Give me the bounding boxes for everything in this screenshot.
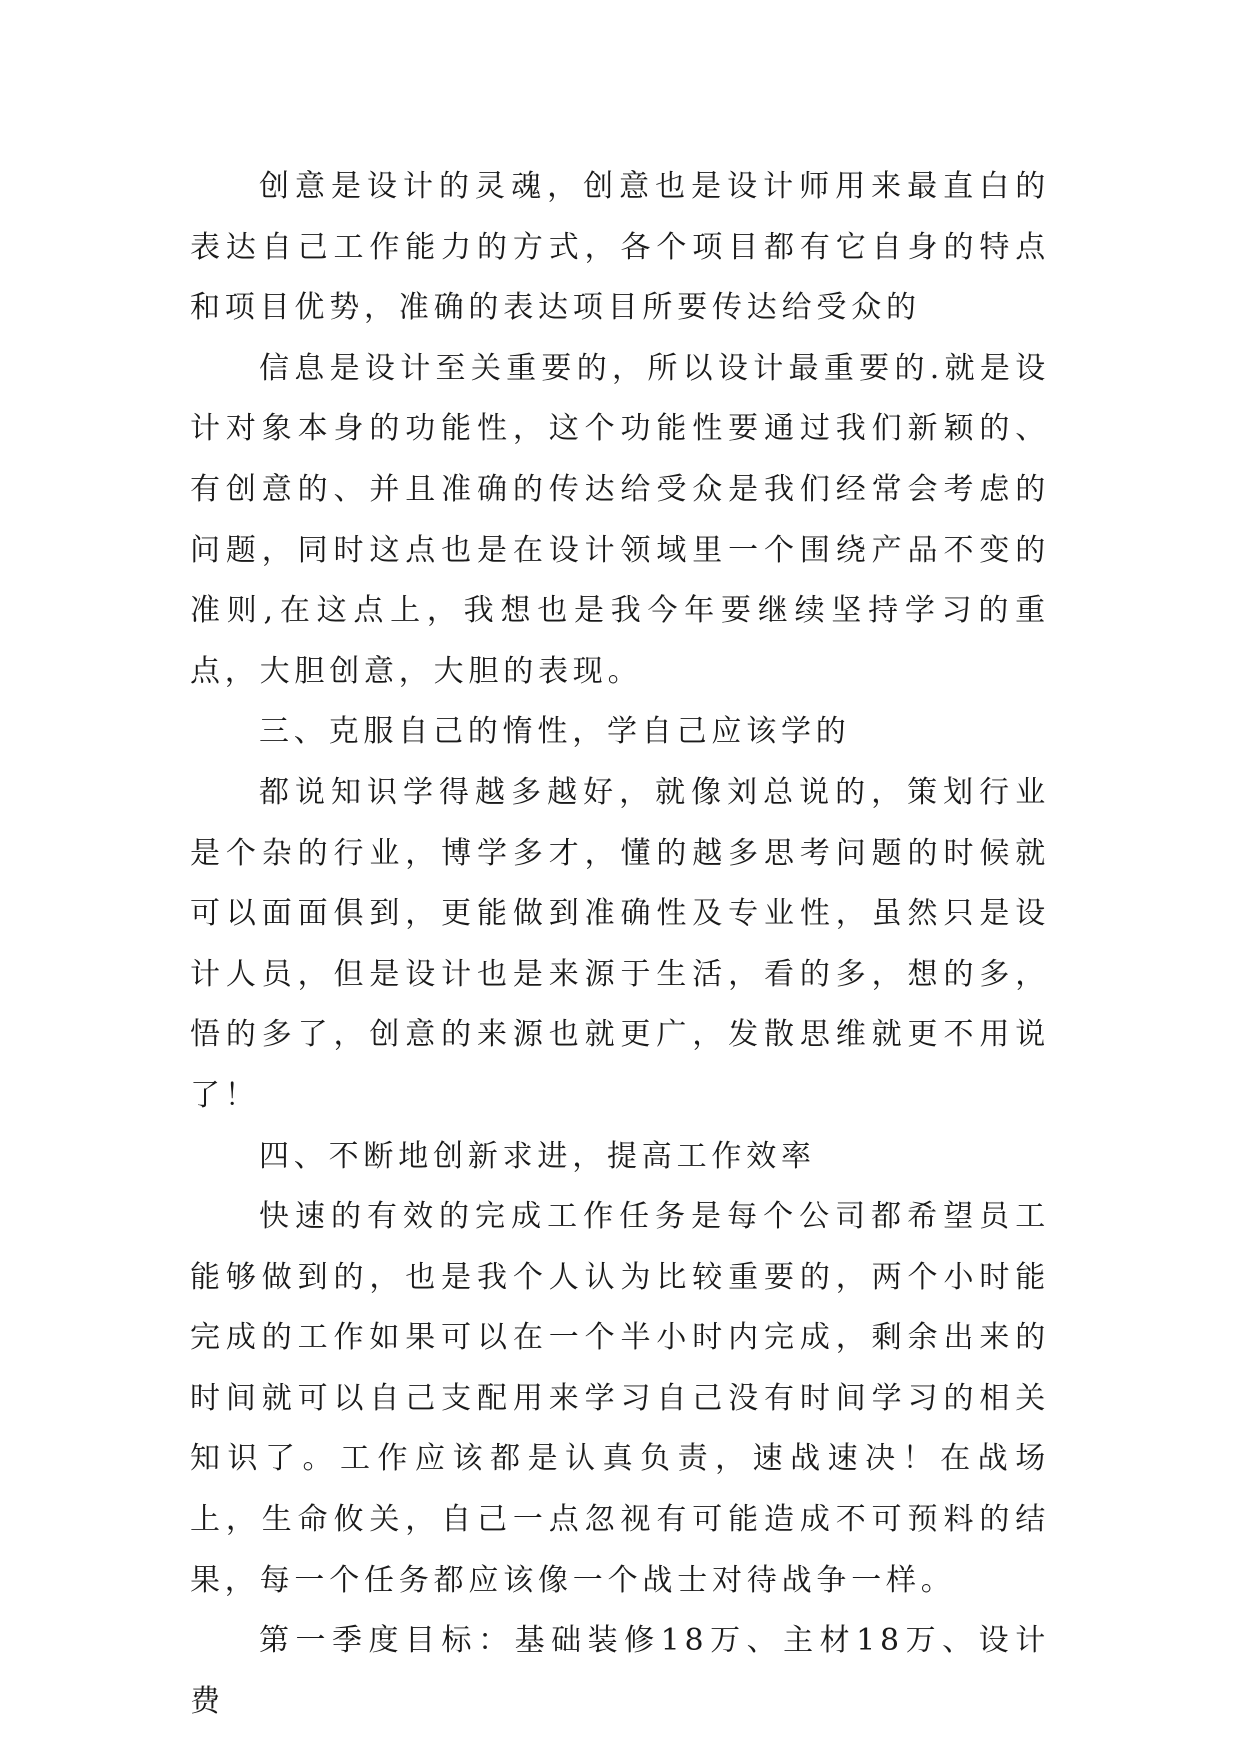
paragraph-efficiency: 快速的有效的完成工作任务是每个公司都希望员工能够做到的，也是我个人认为比较重要的，两个小时能完成的工作如果可以在一个半小时内完成，剩余出来的时间就可以自己支配用来学习自己没有时间学习的相关知识了。工作应该都是认真负责，速战速决！在战场上，生命攸关，自己一点忽视有可能造成不可预料的结果，每一个任务都应该像一个战士对待战争一样。 — [190, 1199, 1050, 1598]
paragraph-q1-target: 第一季度目标：基础装修18万、主材18万、设计费 — [190, 1623, 1050, 1719]
section-heading-3: 三、克服自己的惰性，学自己应该学的 — [259, 714, 851, 750]
section-heading-4: 四、不断地创新求进，提高工作效率 — [259, 1138, 816, 1174]
document-body — [190, 157, 1050, 1732]
paragraph-creativity: 创意是设计的灵魂，创意也是设计师用来最直白的表达自己工作能力的方式，各个项目都有它自身的特点和项目优势，准确的表达项目所要传达给受众的 — [190, 169, 1050, 326]
paragraph-knowledge: 都说知识学得越多越好，就像刘总说的，策划行业是个杂的行业，博学多才，懂的越多思考问题的时候就可以面面俱到，更能做到准确性及专业性，虽然只是设计人员，但是设计也是来源于生活，看的多，想的多，悟的多了，创意的来源也就更广，发散思维就更不用说了！ — [190, 774, 1050, 1113]
paragraph-information: 信息是设计至关重要的，所以设计最重要的.就是设计对象本身的功能性，这个功能性要通过我们新颖的、有创意的、并且准确的传达给受众是我们经常会考虑的问题，同时这点也是在设计领域里一个围绕产品不变的准则,在这点上，我想也是我今年要继续坚持学习的重点，大胆创意，大胆的表现。 — [190, 350, 1050, 689]
